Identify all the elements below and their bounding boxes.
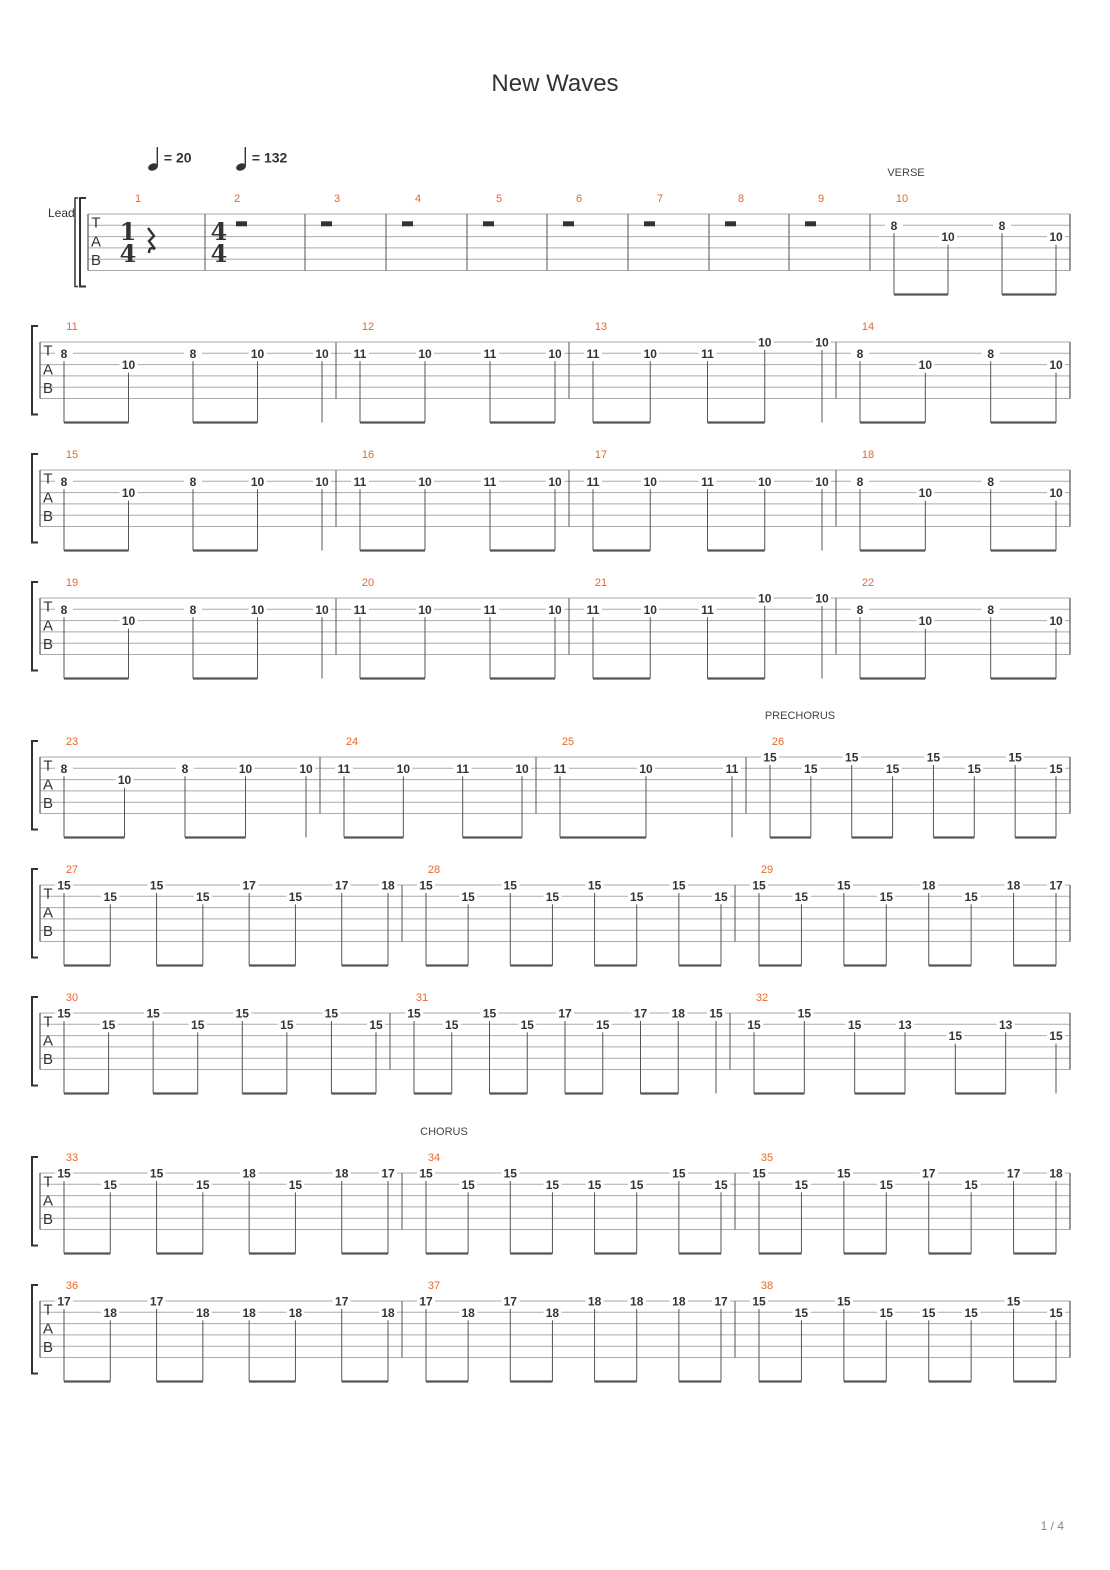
- measure-number: 12: [361, 321, 375, 333]
- system-bracket: [32, 997, 38, 1086]
- fret-number: 17: [57, 1294, 71, 1309]
- fret-number: 8: [189, 602, 197, 617]
- fret-number: 8: [856, 474, 864, 489]
- fret-number: 13: [998, 1017, 1013, 1032]
- fret-number: 11: [483, 602, 497, 617]
- fret-number: 15: [407, 1006, 421, 1021]
- fret-number: 10: [1049, 486, 1063, 501]
- whole-rest-icon: [644, 221, 655, 226]
- time-signature-top: 4: [210, 217, 228, 246]
- fret-number: 10: [418, 602, 432, 617]
- fret-number: 17: [381, 1166, 395, 1181]
- fret-number: 15: [196, 889, 210, 904]
- fret-number: 10: [396, 761, 411, 776]
- measure-number: 35: [760, 1152, 774, 1164]
- tab-letter: B: [90, 252, 102, 270]
- measure-number: 19: [65, 577, 79, 589]
- fret-number: 10: [1049, 614, 1063, 629]
- fret-number: 15: [964, 889, 978, 904]
- fret-number: 11: [353, 602, 367, 617]
- fret-number: 15: [1049, 1305, 1063, 1320]
- system-bracket: [32, 1157, 38, 1246]
- fret-number: 10: [758, 474, 772, 489]
- fret-number: 15: [763, 750, 777, 765]
- fret-number: 18: [381, 1305, 395, 1320]
- fret-number: 15: [794, 1305, 809, 1320]
- time-signature-top: 1: [119, 217, 137, 246]
- fret-number: 15: [709, 1006, 723, 1021]
- measure-number: 4: [414, 193, 422, 205]
- measure-number: 29: [760, 864, 774, 876]
- measure-number: 31: [415, 992, 429, 1004]
- measure-number: 21: [594, 577, 608, 589]
- fret-number: 13: [898, 1017, 912, 1032]
- fret-number: 15: [714, 1177, 728, 1192]
- fret-number: 10: [250, 474, 265, 489]
- tab-letter: A: [42, 904, 54, 922]
- fret-number: 15: [879, 1305, 893, 1320]
- fret-number: 15: [1049, 761, 1063, 776]
- measure-number: 6: [575, 193, 583, 205]
- section-label: PRECHORUS: [764, 710, 836, 722]
- fret-number: 15: [445, 1017, 459, 1032]
- tab-letter: A: [42, 1032, 54, 1050]
- track-bracket: [75, 198, 78, 287]
- fret-number: 8: [987, 474, 995, 489]
- whole-rest-icon: [563, 221, 574, 226]
- fret-number: 18: [1006, 878, 1021, 893]
- fret-number: 15: [149, 878, 164, 893]
- measure-number: 13: [594, 321, 608, 333]
- fret-number: 10: [815, 474, 829, 489]
- fret-number: 15: [57, 1166, 71, 1181]
- fret-number: 11: [586, 602, 600, 617]
- measure-number: 34: [427, 1152, 441, 1164]
- measure-number: 9: [817, 193, 825, 205]
- fret-number: 18: [461, 1305, 475, 1320]
- fret-number: 15: [419, 1166, 433, 1181]
- fret-number: 15: [672, 878, 686, 893]
- fret-number: 15: [847, 1017, 862, 1032]
- measure-number: 16: [361, 449, 375, 461]
- tab-letter: T: [43, 470, 53, 488]
- time-signature-bottom: 4: [119, 239, 137, 268]
- tempo-label: = 132: [251, 149, 288, 166]
- fret-number: 10: [315, 346, 329, 361]
- system-bracket: [32, 741, 38, 830]
- tab-letter: B: [42, 508, 54, 526]
- fret-number: 15: [630, 1177, 644, 1192]
- fret-number: 15: [1008, 750, 1022, 765]
- fret-number: 15: [879, 1177, 893, 1192]
- fret-number: 8: [856, 346, 864, 361]
- measure-number: 30: [65, 992, 79, 1004]
- fret-number: 8: [189, 346, 197, 361]
- tab-letter: A: [42, 776, 54, 794]
- measure-number: 28: [427, 864, 441, 876]
- fret-number: 15: [503, 1166, 517, 1181]
- fret-number: 10: [418, 474, 432, 489]
- fret-number: 11: [701, 474, 714, 489]
- fret-number: 10: [941, 230, 955, 245]
- tab-letter: T: [43, 885, 53, 903]
- fret-number: 15: [964, 1177, 978, 1192]
- system-bracket: [32, 326, 38, 415]
- fret-number: 18: [242, 1305, 256, 1320]
- page-title: New Waves: [491, 70, 619, 97]
- measure-number: 15: [65, 449, 79, 461]
- system-bracket: [32, 582, 38, 671]
- tab-letter: B: [42, 636, 54, 654]
- system-bracket: [80, 198, 86, 287]
- tab-letter: A: [90, 233, 102, 251]
- section-label: CHORUS: [420, 1126, 468, 1138]
- fret-number: 11: [353, 474, 367, 489]
- whole-rest-icon: [236, 221, 247, 226]
- fret-number: 17: [633, 1006, 648, 1021]
- whole-rest-icon: [321, 221, 332, 226]
- tab-letter: B: [42, 1211, 54, 1229]
- fret-number: 15: [596, 1017, 610, 1032]
- fret-number: 15: [280, 1017, 294, 1032]
- section-label: VERSE: [887, 167, 925, 179]
- fret-number: 18: [381, 878, 395, 893]
- fret-number: 8: [181, 761, 189, 776]
- fret-number: 17: [714, 1294, 728, 1309]
- fret-number: 17: [1006, 1166, 1021, 1181]
- fret-number: 15: [191, 1017, 205, 1032]
- measure-number: 36: [65, 1280, 79, 1292]
- fret-number: 15: [837, 1166, 851, 1181]
- fret-number: 15: [630, 889, 644, 904]
- measure-number: 7: [656, 193, 664, 205]
- fret-number: 10: [418, 346, 432, 361]
- fret-number: 17: [922, 1166, 936, 1181]
- fret-number: 11: [701, 602, 714, 617]
- fret-number: 17: [558, 1006, 572, 1021]
- fret-number: 10: [918, 358, 933, 373]
- fret-number: 15: [1049, 1029, 1063, 1044]
- fret-number: 11: [483, 346, 497, 361]
- fret-number: 8: [60, 761, 68, 776]
- measure-number: 25: [561, 736, 575, 748]
- system-bracket: [32, 869, 38, 958]
- measure-number: 10: [895, 193, 909, 205]
- fret-number: 15: [747, 1017, 761, 1032]
- measure-number: 27: [65, 864, 79, 876]
- fret-number: 10: [117, 773, 132, 788]
- fret-number: 15: [57, 878, 71, 893]
- fret-number: 11: [483, 474, 497, 489]
- fret-number: 8: [189, 474, 197, 489]
- system-bracket: [32, 454, 38, 543]
- fret-number: 17: [419, 1294, 433, 1309]
- tab-letter: A: [42, 361, 54, 379]
- fret-number: 8: [856, 602, 864, 617]
- measure-number: 20: [361, 577, 375, 589]
- fret-number: 18: [545, 1305, 560, 1320]
- fret-number: 17: [242, 878, 256, 893]
- fret-number: 10: [250, 346, 265, 361]
- tab-letter: B: [42, 1051, 54, 1069]
- fret-number: 17: [503, 1294, 517, 1309]
- fret-number: 15: [235, 1006, 249, 1021]
- fret-number: 18: [288, 1305, 303, 1320]
- fret-number: 10: [758, 335, 772, 350]
- fret-number: 18: [672, 1294, 686, 1309]
- fret-number: 15: [146, 1006, 160, 1021]
- fret-number: 10: [918, 614, 933, 629]
- fret-number: 8: [987, 346, 995, 361]
- fret-number: 15: [794, 889, 809, 904]
- measure-number: 1: [134, 193, 142, 205]
- fret-number: 15: [587, 878, 602, 893]
- fret-number: 15: [369, 1017, 383, 1032]
- fret-number: 15: [885, 761, 900, 776]
- fret-number: 11: [586, 346, 600, 361]
- fret-number: 11: [337, 761, 351, 776]
- tab-letter: T: [43, 598, 53, 616]
- whole-rest-icon: [402, 221, 413, 226]
- fret-number: 10: [515, 761, 529, 776]
- fret-number: 8: [890, 218, 898, 233]
- fret-number: 15: [545, 1177, 560, 1192]
- fret-number: 11: [553, 761, 567, 776]
- fret-number: 18: [196, 1305, 210, 1320]
- measure-number: 14: [861, 321, 875, 333]
- measure-number: 3: [333, 193, 341, 205]
- page-number: 1 / 4: [1040, 1519, 1064, 1533]
- fret-number: 15: [714, 889, 728, 904]
- fret-number: 15: [837, 1294, 851, 1309]
- fret-number: 10: [121, 358, 136, 373]
- fret-number: 10: [643, 474, 657, 489]
- fret-number: 15: [520, 1017, 534, 1032]
- fret-number: 15: [288, 889, 303, 904]
- fret-number: 15: [288, 1177, 303, 1192]
- whole-rest-icon: [725, 221, 736, 226]
- tab-letter: B: [42, 795, 54, 813]
- fret-number: 18: [630, 1294, 644, 1309]
- tab-letter: T: [43, 1013, 53, 1031]
- measure-number: 26: [771, 736, 785, 748]
- fret-number: 15: [545, 889, 560, 904]
- fret-number: 10: [315, 602, 329, 617]
- fret-number: 15: [948, 1029, 963, 1044]
- tab-letter: T: [43, 1301, 53, 1319]
- fret-number: 18: [242, 1166, 256, 1181]
- fret-number: 15: [1006, 1294, 1021, 1309]
- measure-number: 17: [594, 449, 608, 461]
- tab-letter: A: [42, 617, 54, 635]
- tab-letter: B: [42, 1339, 54, 1357]
- fret-number: 17: [335, 878, 349, 893]
- fret-number: 11: [701, 346, 714, 361]
- measure-number: 33: [65, 1152, 79, 1164]
- fret-number: 10: [121, 614, 136, 629]
- tab-letter: A: [42, 1192, 54, 1210]
- fret-number: 8: [60, 602, 68, 617]
- tempo-label: = 20: [163, 149, 192, 166]
- fret-number: 11: [353, 346, 367, 361]
- fret-number: 17: [1049, 878, 1063, 893]
- fret-number: 17: [335, 1294, 349, 1309]
- fret-number: 15: [752, 1166, 766, 1181]
- tab-letter: B: [42, 380, 54, 398]
- fret-number: 15: [101, 1017, 116, 1032]
- tab-letter: B: [42, 923, 54, 941]
- fret-number: 18: [587, 1294, 602, 1309]
- whole-rest-icon: [483, 221, 494, 226]
- fret-number: 10: [1049, 230, 1063, 245]
- fret-number: 15: [672, 1166, 686, 1181]
- fret-number: 8: [60, 474, 68, 489]
- measure-number: 8: [737, 193, 745, 205]
- fret-number: 17: [149, 1294, 164, 1309]
- fret-number: 10: [815, 335, 829, 350]
- fret-number: 10: [918, 486, 933, 501]
- fret-number: 11: [725, 761, 739, 776]
- fret-number: 10: [758, 591, 772, 606]
- whole-rest-icon: [805, 221, 816, 226]
- fret-number: 15: [752, 878, 766, 893]
- fret-number: 15: [419, 878, 433, 893]
- fret-number: 18: [1049, 1166, 1063, 1181]
- fret-number: 18: [922, 878, 936, 893]
- tab-letter: T: [91, 214, 101, 232]
- tab-letter: T: [43, 757, 53, 775]
- measure-number: 37: [427, 1280, 441, 1292]
- fret-number: 10: [121, 486, 136, 501]
- system-bracket: [32, 1285, 38, 1374]
- fret-number: 10: [643, 602, 657, 617]
- measure-number: 24: [345, 736, 359, 748]
- fret-number: 15: [482, 1006, 497, 1021]
- fret-number: 10: [250, 602, 265, 617]
- fret-number: 10: [238, 761, 253, 776]
- fret-number: 15: [804, 761, 818, 776]
- fret-number: 10: [643, 346, 657, 361]
- measure-number: 32: [755, 992, 769, 1004]
- fret-number: 10: [315, 474, 329, 489]
- fret-number: 15: [461, 889, 475, 904]
- measure-number: 23: [65, 736, 79, 748]
- time-signature-bottom: 4: [210, 239, 228, 268]
- fret-number: 10: [548, 474, 562, 489]
- tab-letter: A: [42, 1320, 54, 1338]
- fret-number: 10: [548, 346, 562, 361]
- fret-number: 8: [60, 346, 68, 361]
- tab-letter: T: [43, 342, 53, 360]
- fret-number: 10: [815, 591, 829, 606]
- tab-letter: A: [42, 489, 54, 507]
- fret-number: 15: [149, 1166, 164, 1181]
- fret-number: 15: [837, 878, 851, 893]
- fret-number: 15: [794, 1177, 809, 1192]
- measure-number: 11: [66, 321, 78, 333]
- fret-number: 11: [456, 761, 470, 776]
- fret-number: 15: [879, 889, 893, 904]
- measure-number: 22: [861, 577, 875, 589]
- fret-number: 15: [922, 1305, 936, 1320]
- fret-number: 15: [503, 878, 517, 893]
- fret-number: 15: [964, 1305, 978, 1320]
- fret-number: 10: [639, 761, 653, 776]
- measure-number: 18: [861, 449, 875, 461]
- fret-number: 18: [335, 1166, 349, 1181]
- quarter-rest-icon: [148, 228, 155, 253]
- track-name: Lead: [48, 206, 75, 220]
- fret-number: 8: [987, 602, 995, 617]
- fret-number: 15: [845, 750, 859, 765]
- fret-number: 15: [196, 1177, 210, 1192]
- fret-number: 18: [671, 1006, 685, 1021]
- measure-number: 5: [495, 193, 503, 205]
- fret-number: 18: [103, 1305, 117, 1320]
- fret-number: 11: [586, 474, 600, 489]
- fret-number: 15: [797, 1006, 812, 1021]
- fret-number: 10: [299, 761, 313, 776]
- measure-number: 38: [760, 1280, 774, 1292]
- fret-number: 15: [926, 750, 941, 765]
- measure-number: 2: [233, 193, 241, 205]
- fret-number: 15: [103, 1177, 117, 1192]
- fret-number: 15: [461, 1177, 475, 1192]
- fret-number: 15: [103, 889, 117, 904]
- fret-number: 15: [587, 1177, 602, 1192]
- tab-letter: T: [43, 1173, 53, 1191]
- fret-number: 15: [57, 1006, 71, 1021]
- fret-number: 8: [998, 218, 1006, 233]
- fret-number: 10: [1049, 358, 1063, 373]
- fret-number: 15: [752, 1294, 766, 1309]
- fret-number: 10: [548, 602, 562, 617]
- fret-number: 15: [967, 761, 981, 776]
- fret-number: 15: [324, 1006, 339, 1021]
